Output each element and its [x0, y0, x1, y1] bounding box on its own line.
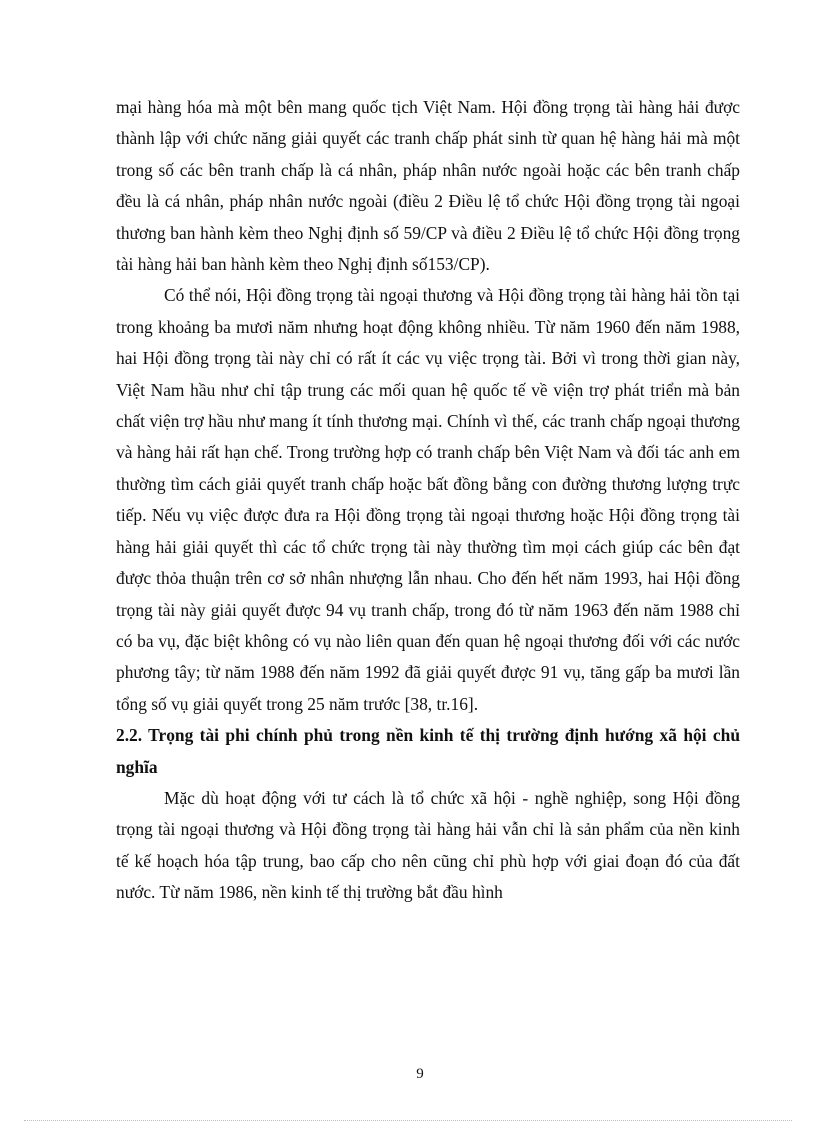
section-heading: 2.2. Trọng tài phi chính phủ trong nền kinh tế thị trường định hướng xã hội chủ nghĩa: [116, 725, 740, 777]
page-bottom-divider: [24, 1120, 792, 1121]
paragraph-continuation: mại hàng hóa mà một bên mang quốc tịch Việt Nam. Hội đồng trọng tài hàng hải được thành lập với chức năng giải quyết các tranh chấp phát sinh từ quan hệ hàng hải mà một trong số các bên tranh chấp là cá nhân, pháp nhân nước ngoài hoặc các bên tranh chấp đều là cá nhân, pháp nhân nước ngoài (điều 2 Điều lệ tổ chức Hội đồng trọng tài ngoại thương ban hành kèm theo Nghị định số 59/CP và điều 2 Điều lệ tổ chức Hội đồng trọng tài hàng hải ban hành kèm theo Nghị định số153/CP).: [116, 97, 740, 275]
page-body: [116, 92, 740, 909]
page-number: 9: [416, 1066, 424, 1082]
paragraph-arbitration-history: Có thể nói, Hội đồng trọng tài ngoại thương và Hội đồng trọng tài hàng hải tồn tại trong khoảng ba mươi năm nhưng hoạt động không nhiều. Từ năm 1960 đến năm 1988, hai Hội đồng trọng tài này chỉ có rất ít các vụ việc trọng tài. Bởi vì trong thời gian này, Việt Nam hầu như chỉ tập trung các mối quan hệ quốc tế về viện trợ phát triển mà bản chất viện trợ hầu như mang ít tính thương mại. Chính vì thế, các tranh chấp ngoại thương và hàng hải rất hạn chế. Trong trường hợp có tranh chấp bên Việt Nam và đối tác anh em thường tìm cách giải quyết tranh chấp hoặc bất đồng bằng con đường thương lượng trực tiếp. Nếu vụ việc được đưa ra Hội đồng trọng tài ngoại thương hoặc Hội đồng trọng tài hàng hải giải quyết thì các tổ chức trọng tài này thường tìm mọi cách giúp các bên đạt được thỏa thuận trên cơ sở nhân nhượng lẫn nhau. Cho đến hết năm 1993, hai Hội đồng trọng tài này giải quyết được 94 vụ tranh chấp, trong đó từ năm 1963 đến năm 1988 chỉ có ba vụ, đặc biệt không có vụ nào liên quan đến quan hệ ngoại thương đối với các nước phương tây; từ năm 1988 đến năm 1992 đã giải quyết được 91 vụ, tăng gấp ba mươi lần tổng số vụ giải quyết trong 25 năm trước [38, tr.16].: [116, 285, 740, 714]
paragraph-section-intro: Mặc dù hoạt động với tư cách là tổ chức xã hội - nghề nghiệp, song Hội đồng trọng tài ngoại thương và Hội đồng trọng tài hàng hải vẫn chỉ là sản phẩm của nền kinh tế kế hoạch hóa tập trung, bao cấp cho nên cũng chỉ phù hợp với giai đoạn đó của đất nước. Từ năm 1986, nền kinh tế thị trường bắt đầu hình: [116, 787, 740, 903]
